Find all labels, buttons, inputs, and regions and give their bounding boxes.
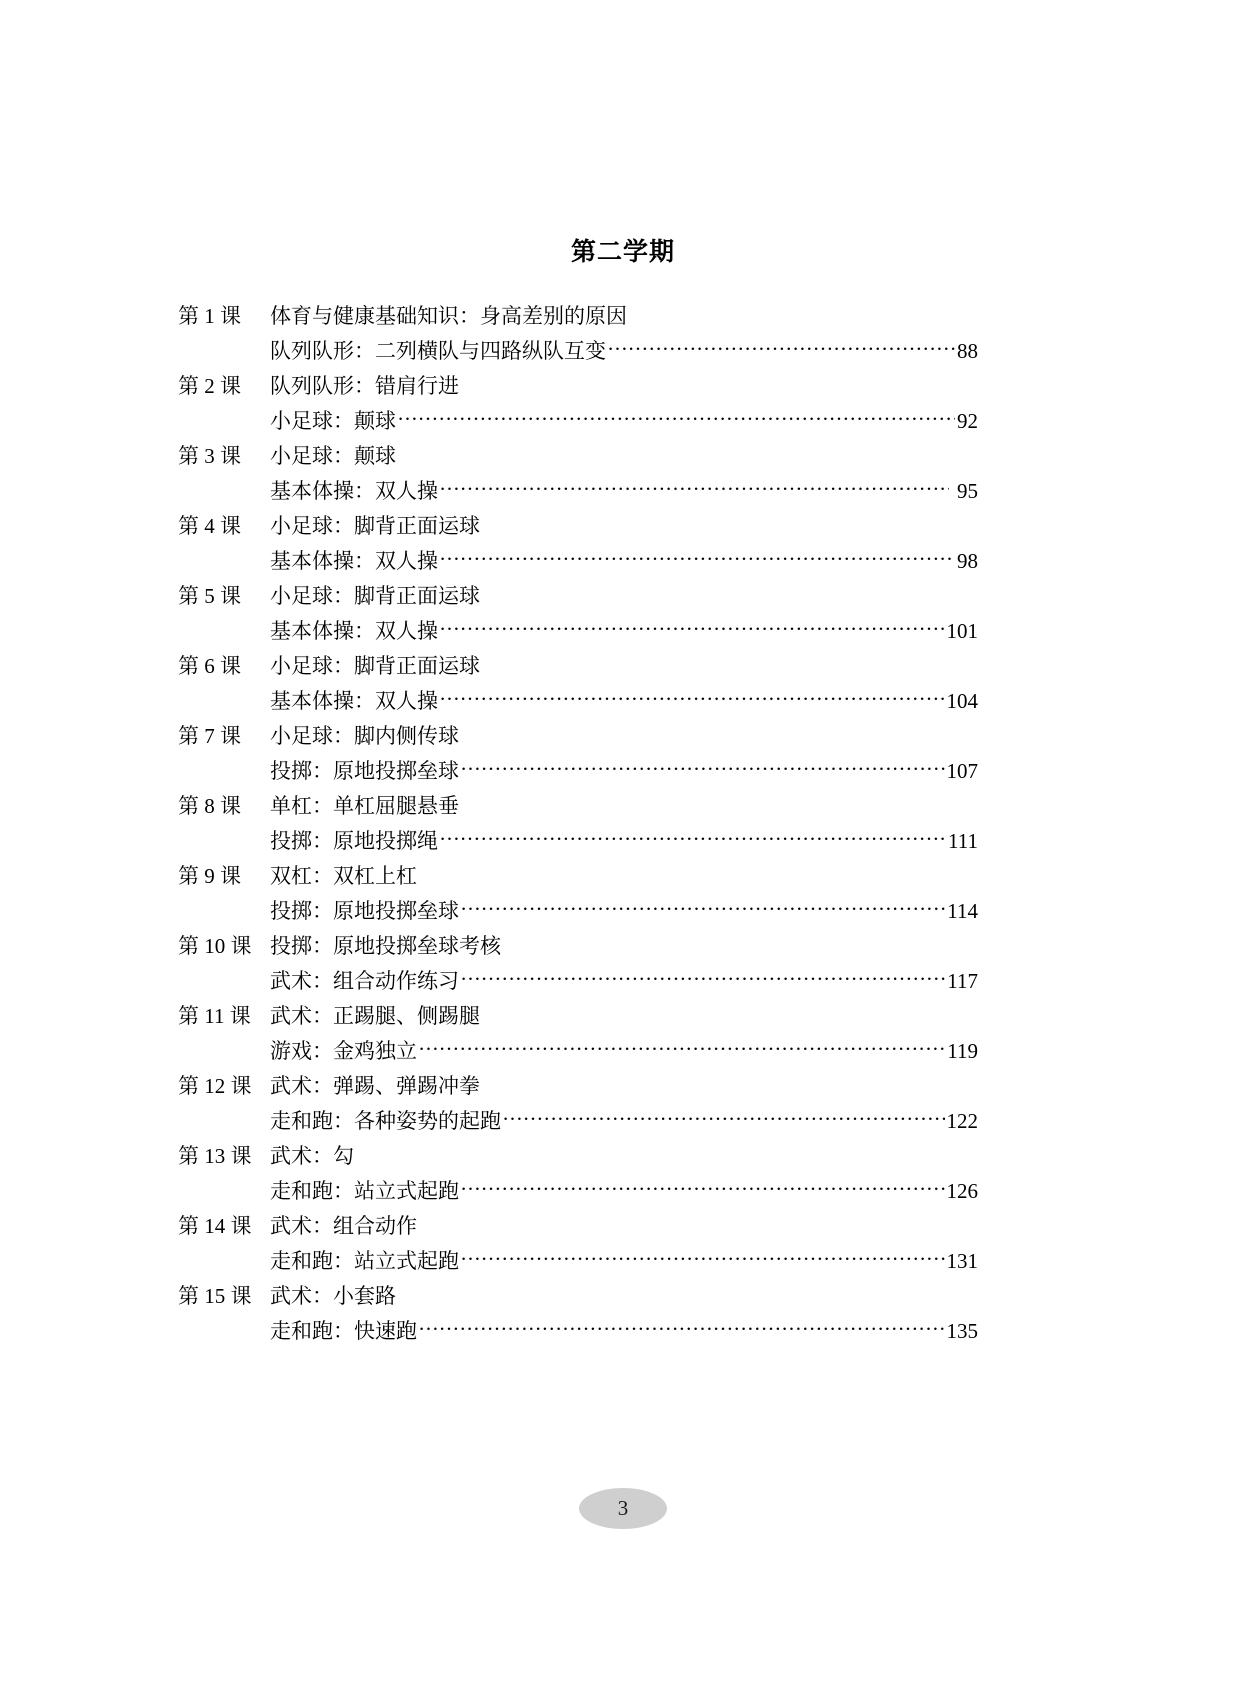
toc-page-number: 111 (948, 829, 978, 853)
leader-dots (419, 1317, 945, 1338)
toc-entry-title: 基本体操：双人操 (270, 549, 438, 573)
toc-page-number: 119 (947, 1039, 978, 1063)
table-of-contents (178, 300, 978, 1350)
leader-dots (440, 477, 949, 498)
toc-entry-row[interactable] (178, 650, 978, 685)
toc-lesson-block (178, 1070, 978, 1140)
lesson-label: 第 2 课 (178, 374, 241, 398)
toc-entry-title: 队列队形：二列横队与四路纵队互变 (270, 339, 606, 363)
toc-page-number: 114 (947, 899, 978, 923)
toc-page-number: 95 (957, 479, 978, 503)
toc-lesson-block (178, 720, 978, 790)
toc-entry-title: 小足球：颠球 (270, 444, 396, 468)
toc-entry-row[interactable] (178, 1280, 978, 1315)
toc-entry-row[interactable] (178, 405, 978, 440)
toc-lesson-block (178, 860, 978, 930)
toc-page-number: 88 (957, 339, 978, 363)
page-footer (0, 1488, 1246, 1529)
page-title: 第二学期 (570, 238, 675, 266)
lesson-label: 第 15 课 (178, 1284, 252, 1308)
toc-lesson-block (178, 440, 978, 510)
toc-entry-title: 投掷：原地投掷垒球 (270, 759, 459, 783)
toc-page-number: 107 (946, 759, 978, 783)
toc-entry-row[interactable] (178, 790, 978, 825)
toc-entry-row[interactable] (178, 370, 978, 405)
toc-entry-row[interactable] (178, 545, 978, 580)
leader-dots (461, 1177, 945, 1198)
toc-entry-row[interactable] (178, 440, 978, 475)
toc-page-number: 131 (946, 1249, 978, 1273)
leader-dots (440, 687, 945, 708)
toc-entry-title: 投掷：原地投掷垒球考核 (270, 934, 501, 958)
toc-page-number: 122 (946, 1109, 978, 1133)
toc-entry-row[interactable] (178, 300, 978, 335)
leader-dots (398, 407, 955, 428)
lesson-label: 第 8 课 (178, 794, 241, 818)
toc-entry-row[interactable] (178, 685, 978, 720)
toc-lesson-block (178, 650, 978, 720)
toc-entry-title: 单杠：单杠屈腿悬垂 (270, 794, 459, 818)
toc-lesson-block (178, 930, 978, 1000)
toc-entry-title: 武术：小套路 (270, 1284, 396, 1308)
toc-entry-title: 队列队形：错肩行进 (270, 374, 459, 398)
toc-page-number: 98 (957, 549, 978, 573)
toc-entry-row[interactable] (178, 895, 978, 930)
lesson-label: 第 10 课 (178, 934, 252, 958)
toc-entry-title: 游戏：金鸡独立 (270, 1039, 417, 1063)
toc-page-number: 101 (946, 619, 978, 643)
page-number-badge: 3 (579, 1488, 667, 1529)
toc-entry-title: 小足球：脚背正面运球 (270, 514, 480, 538)
toc-entry-row[interactable] (178, 510, 978, 545)
toc-entry-title: 小足球：脚背正面运球 (270, 584, 480, 608)
lesson-label: 第 3 课 (178, 444, 241, 468)
toc-entry-title: 走和跑：各种姿势的起跑 (270, 1109, 501, 1133)
toc-entry-title: 基本体操：双人操 (270, 479, 438, 503)
toc-lesson-block (178, 300, 978, 370)
lesson-label: 第 1 课 (178, 304, 241, 328)
toc-entry-row[interactable] (178, 965, 978, 1000)
toc-entry-row[interactable] (178, 1315, 978, 1350)
leader-dots (461, 1247, 945, 1268)
toc-entry-title: 基本体操：双人操 (270, 619, 438, 643)
toc-lesson-block (178, 510, 978, 580)
leader-dots (503, 1107, 945, 1128)
toc-entry-row[interactable] (178, 1210, 978, 1245)
toc-lesson-block (178, 580, 978, 650)
toc-entry-title: 小足球：脚内侧传球 (270, 724, 459, 748)
toc-entry-row[interactable] (178, 1245, 978, 1280)
toc-entry-row[interactable] (178, 335, 978, 370)
toc-page-number: 126 (946, 1179, 978, 1203)
leader-dots (608, 337, 955, 358)
toc-entry-title: 武术：勾 (270, 1144, 354, 1168)
toc-entry-row[interactable] (178, 1000, 978, 1035)
toc-entry-title: 体育与健康基础知识：身高差别的原因 (270, 304, 627, 328)
toc-page-number: 104 (946, 689, 978, 713)
toc-entry-row[interactable] (178, 1035, 978, 1070)
toc-entry-title: 双杠：双杠上杠 (270, 864, 417, 888)
toc-entry-title: 小足球：脚背正面运球 (270, 654, 480, 678)
toc-lesson-block (178, 1280, 978, 1350)
toc-entry-row[interactable] (178, 1175, 978, 1210)
toc-lesson-block (178, 370, 978, 440)
toc-lesson-block (178, 1000, 978, 1070)
leader-dots (440, 617, 945, 638)
toc-page-number: 135 (946, 1319, 978, 1343)
toc-entry-title: 武术：弹踢、弹踢冲拳 (270, 1074, 480, 1098)
toc-entry-title: 小足球：颠球 (270, 409, 396, 433)
lesson-label: 第 6 课 (178, 654, 241, 678)
toc-entry-title: 走和跑：站立式起跑 (270, 1249, 459, 1273)
toc-lesson-block (178, 1140, 978, 1210)
lesson-label: 第 14 课 (178, 1214, 252, 1238)
leader-dots (461, 967, 945, 988)
lesson-label: 第 9 课 (178, 864, 241, 888)
lesson-label: 第 7 课 (178, 724, 241, 748)
toc-entry-row[interactable] (178, 825, 978, 860)
toc-page-number: 117 (947, 969, 978, 993)
toc-entry-title: 武术：正踢腿、侧踢腿 (270, 1004, 480, 1028)
toc-entry-row[interactable] (178, 930, 978, 965)
toc-entry-title: 投掷：原地投掷绳 (270, 829, 438, 853)
toc-entry-row[interactable] (178, 720, 978, 755)
lesson-label: 第 11 课 (178, 1004, 251, 1028)
toc-entry-row[interactable] (178, 755, 978, 790)
toc-entry-title: 走和跑：站立式起跑 (270, 1179, 459, 1203)
lesson-label: 第 5 课 (178, 584, 241, 608)
toc-entry-title: 走和跑：快速跑 (270, 1319, 417, 1343)
toc-entry-row[interactable] (178, 475, 978, 510)
lesson-label: 第 12 课 (178, 1074, 252, 1098)
leader-dots (461, 897, 945, 918)
toc-entry-row[interactable] (178, 1105, 978, 1140)
leader-dots (461, 757, 945, 778)
toc-lesson-block (178, 790, 978, 860)
lesson-label: 第 4 课 (178, 514, 241, 538)
leader-dots (419, 1037, 945, 1058)
toc-entry-title: 武术：组合动作 (270, 1214, 417, 1238)
toc-entry-row[interactable] (178, 580, 978, 615)
toc-entry-row[interactable] (178, 860, 978, 895)
toc-entry-title: 基本体操：双人操 (270, 689, 438, 713)
toc-entry-row[interactable] (178, 615, 978, 650)
lesson-label: 第 13 课 (178, 1144, 252, 1168)
toc-lesson-block (178, 1210, 978, 1280)
leader-dots (440, 827, 946, 848)
toc-entry-row[interactable] (178, 1070, 978, 1105)
leader-dots (440, 547, 955, 568)
toc-page-number: 92 (957, 409, 978, 433)
toc-entry-row[interactable] (178, 1140, 978, 1175)
toc-entry-title: 武术：组合动作练习 (270, 969, 459, 993)
toc-entry-title: 投掷：原地投掷垒球 (270, 899, 459, 923)
